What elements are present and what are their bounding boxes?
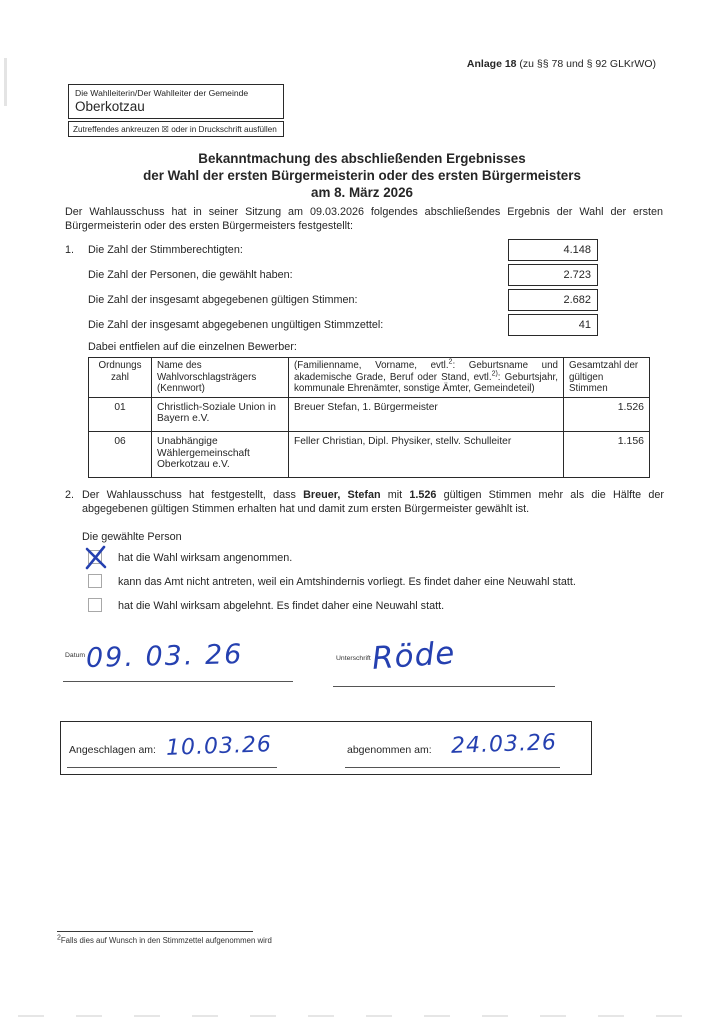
checkbox-hindrance[interactable] [88,574,102,588]
municipality-name: Oberkotzau [75,99,145,114]
posted-line [67,767,277,768]
count-value-invalid: 41 [508,314,598,336]
candidates-table [88,357,650,478]
row1-ordnungszahl: 01 [89,397,152,431]
title-line2: der Wahl der ersten Bürgermeisterin oder des ersten Bürgermeisters [143,168,581,183]
footnote-marker: 2 [57,934,61,942]
header-ordnungszahl: Ordnungs zahl [89,358,152,398]
footnote: $^2$Falls dies auf Wunsch in den Stimmzettel aufgenommen wird [57,934,272,945]
row1-bewerber: Breuer Stefan, 1. Bürgermeister [289,397,564,431]
header-gesamtzahl: Gesamtzahl der gültigen Stimmen [564,358,650,398]
count-value-valid: 2.682 [508,289,598,311]
handwritten-posted-date: 10.03.26 [165,732,273,761]
row2-stimmen: 1.156 [564,431,650,477]
scan-artifact-bottom-line [18,1015,706,1017]
row2-traeger: Unabhängige Wählergemeinschaft Oberkotzau e.V. [152,431,289,477]
row2-ordnungszahl: 06 [89,431,152,477]
row2-bewerber: Feller Christian, Dipl. Physiker, stellv. Schulleiter [289,431,564,477]
option-accepted [88,552,292,564]
count-label-eligible: Die Zahl der Stimmberechtigten: [88,244,243,256]
count-value-voters: 2.723 [508,264,598,286]
count-label-invalid: Die Zahl der insgesamt abgegebenen ungültigen Stimmzettel: [88,319,384,331]
option-hindrance-label: kann das Amt nicht antreten, weil ein Amtshindernis vorliegt. Es findet daher eine Neuwahl statt. [118,576,576,588]
table-row [89,431,650,477]
acceptance-intro: Die gewählte Person [82,531,182,543]
option-accepted-label: hat die Wahl wirksam angenommen. [118,552,293,564]
handwritten-date: 09. 03. 26 [85,638,244,675]
intro-paragraph: Der Wahlausschuss hat in seiner Sitzung am 09.03.2026 folgendes abschließendes Ergebnis der Wahl der ersten Bürgermeisterin oder des ersten Bürgermeisters festgestellt: [65,206,663,232]
option-declined-label: hat die Wahl wirksam abgelehnt. Es findet daher eine Neuwahl statt. [118,600,445,612]
table-header-row [89,358,650,398]
handwritten-removed-date: 24.03.26 [450,730,558,759]
date-label: Datum [65,652,86,659]
row1-traeger: Christlich-Soziale Union in Bayern e.V. [152,397,289,431]
signature-label: Unterschrift [336,655,371,662]
count-label-voters: Die Zahl der Personen, die gewählt haben: [88,269,293,281]
handwritten-signature: Röde [370,635,457,677]
handwritten-x-mark [83,544,109,570]
table-intro: Dabei entfielen auf die einzelnen Bewerber: [88,341,297,353]
posted-label: Angeschlagen am: [69,744,156,756]
section1-number: 1. [65,244,75,256]
table-row [89,397,650,431]
row1-stimmen: 1.526 [564,397,650,431]
annex-number: Anlage 18 [466,58,517,70]
section2-number: 2. [65,489,75,501]
option-declined [88,600,444,612]
scan-artifact-streak [4,58,7,106]
issuer-role: Die Wahlleiterin/Der Wahlleiter der Gemeinde [75,88,249,98]
removed-label: abgenommen am: [347,744,432,756]
title-line3: am 8. März 2026 [311,185,413,200]
annex-legal-ref: (zu §§ 78 und § 92 GLKrWO) [516,58,656,70]
section2-paragraph: Der Wahlausschuss hat festgestellt, dass Breuer, Stefan mit 1.526 gültigen Stimmen mehr als die Hälfte der abgegebenen gültigen Stimmen erhalten hat und damit zum ersten Bürgermeister gewählt ist. [82,489,664,515]
header-bewerber-details: (Familienname, Vorname, evtl.$^2$: Geburtsname und akademische Grade, Beruf oder Stand, evtl.$^{2)}$: Geburtsjahr, kommunale Ehrenämter, sonstige Ämter, Gemeindeteil) [289,358,564,398]
winner-name: Breuer, Stefan [303,489,381,501]
title-line1: Bekanntmachung des abschließenden Ergebnisses [198,151,526,166]
annex-reference [467,58,656,70]
header-wahlvorschlagstraeger: Name des Wahlvorschlagsträgers (Kennwort) [152,358,289,398]
posting-box [60,721,592,775]
checkbox-declined[interactable] [88,598,102,612]
signature-line [333,686,555,687]
count-value-eligible: 4.148 [508,239,598,261]
date-line [63,681,293,682]
issuer-box [68,84,284,119]
document-title [62,150,662,201]
option-hindrance [88,576,576,588]
count-label-valid: Die Zahl der insgesamt abgegebenen gültigen Stimmen: [88,294,358,306]
removed-line [345,767,560,768]
instruction-box: Zutreffendes ankreuzen ☒ oder in Druckschrift ausfüllen [68,121,284,137]
winner-votes: 1.526 [409,489,437,501]
footnote-rule [57,931,253,932]
